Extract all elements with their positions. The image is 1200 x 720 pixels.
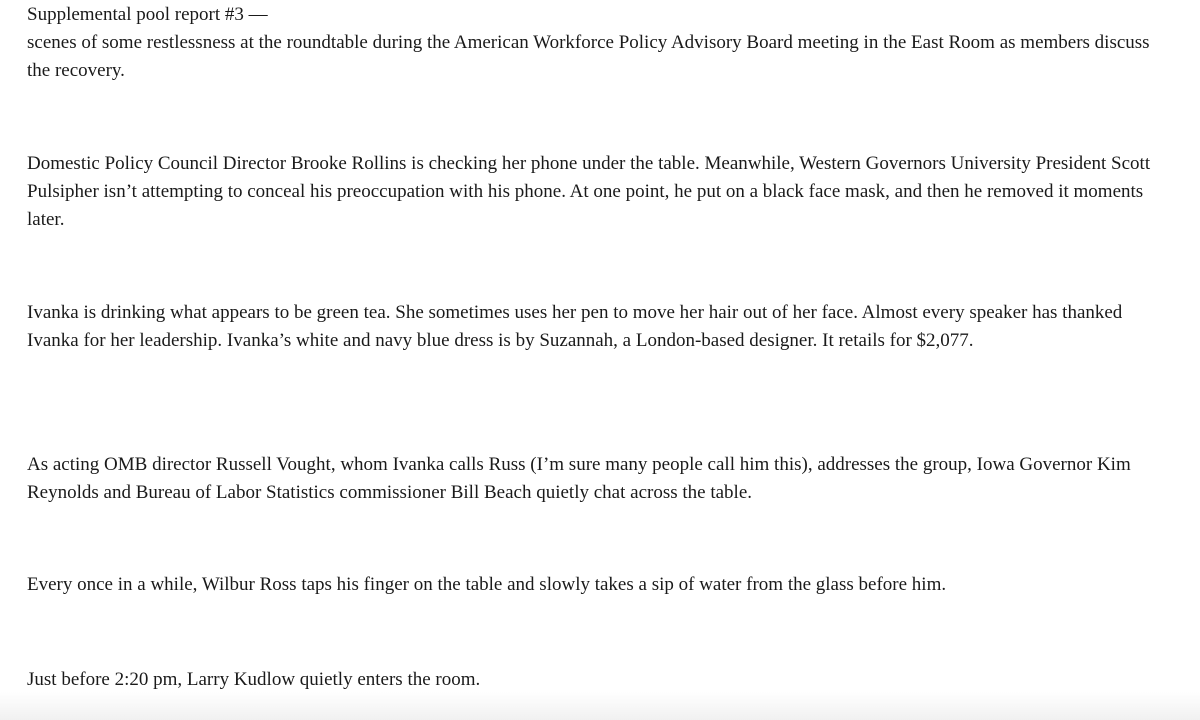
paragraph-kudlow: Just before 2:20 pm, Larry Kudlow quietly enters the room. (27, 669, 481, 690)
paragraph-ivanka: Ivanka is drinking what appears to be green tea. She sometimes uses her pen to move her hair out of her face. Almost every speaker has thanked Ivanka for her leadership. Ivanka’s white and navy blue dress is by Suzannah, a London-based designer. It retails for $2,077. (27, 302, 1123, 351)
paragraph-vought: As acting OMB director Russell Vought, whom Ivanka calls Russ (I’m sure many people call him this), addresses the group, Iowa Governor Kim Reynolds and Bureau of Labor Statistics commissioner Bill Beach quietly chat across the table. (27, 454, 1131, 503)
paragraph-rollins-pulsipher: Domestic Policy Council Director Brooke Rollins is checking her phone under the table. Meanwhile, Western Governors University President Scott Pulsipher isn’t attempting to conceal his preoccupation with his phone. At one point, he put on a black face mask, and then he removed it moments later. (27, 153, 1151, 230)
intro-block (27, 1, 1177, 85)
paragraph-ross: Every once in a while, Wilbur Ross taps his finger on the table and slowly takes a sip of water from the glass before him. (27, 574, 947, 595)
paragraph-intro: scenes of some restlessness at the roundtable during the American Workforce Policy Advisory Board meeting in the East Room as members discuss the recovery. (27, 32, 1150, 81)
report-heading: Supplemental pool report #3 — (27, 4, 268, 25)
bottom-shadow (0, 692, 1200, 720)
